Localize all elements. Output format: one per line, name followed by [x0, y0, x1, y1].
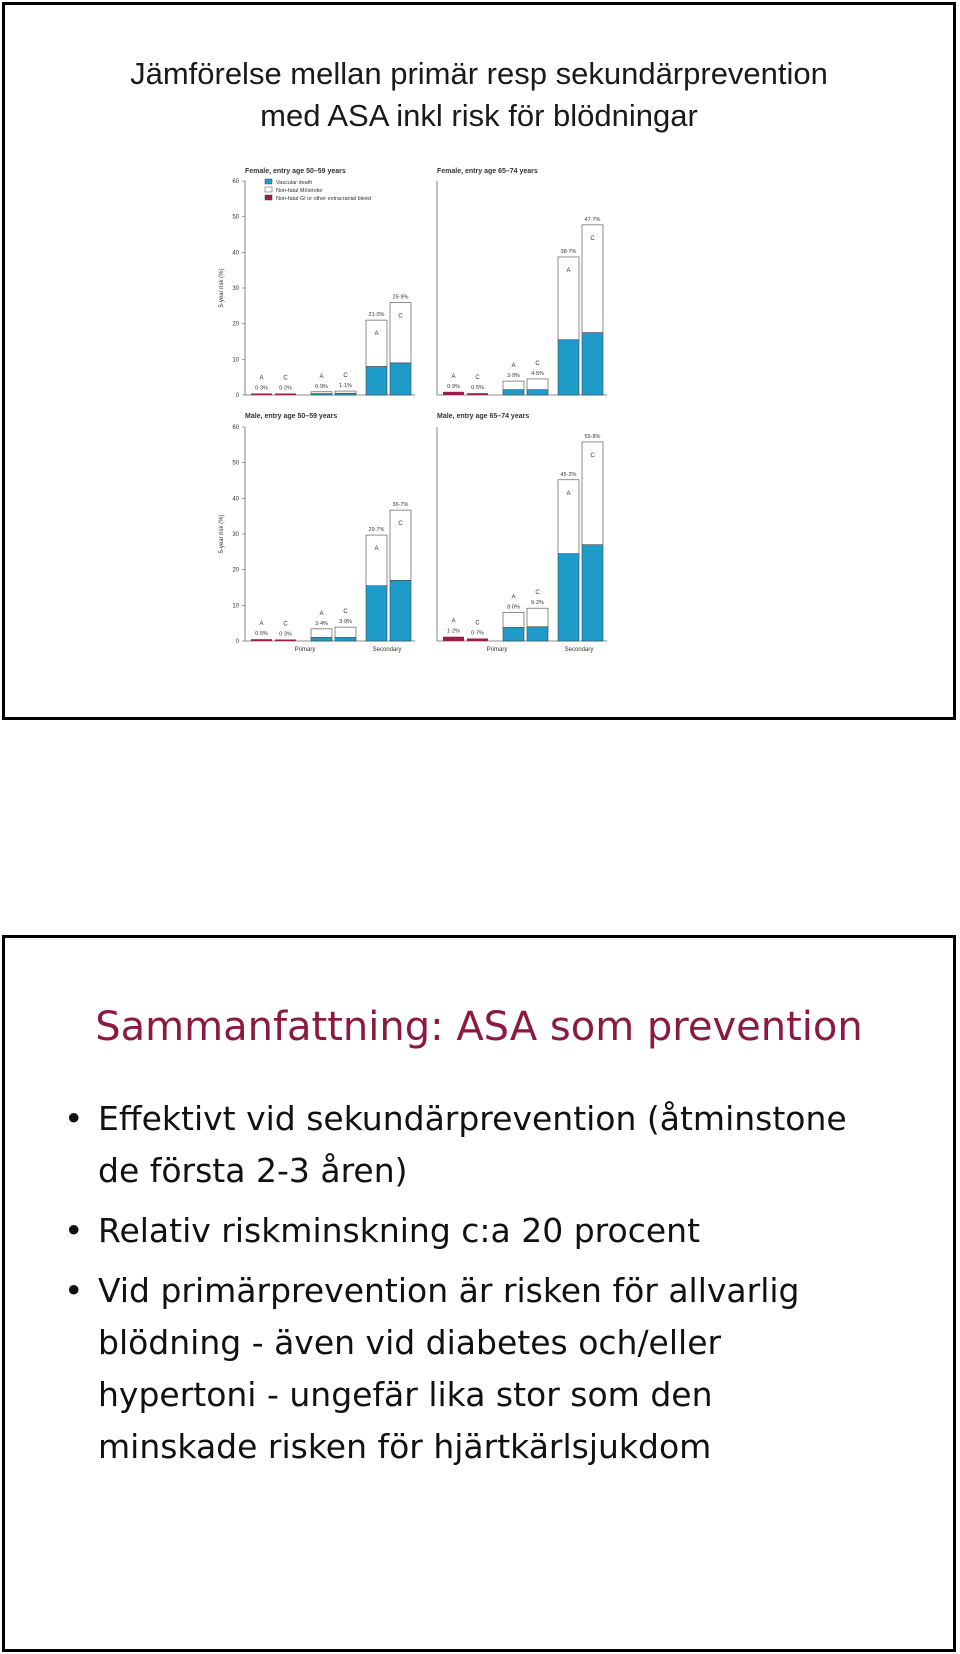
y-tick-label: 60 — [232, 425, 239, 431]
legend-label: Non-fatal GI or other extracranial bleed — [276, 196, 372, 202]
bar-letter-label: A — [451, 618, 456, 625]
bar-letter-label: C — [590, 235, 595, 242]
bar-total-label: 29·7% — [368, 527, 385, 534]
y-tick-label: 50 — [232, 214, 239, 221]
bar-segment-vascular — [366, 586, 387, 641]
bar-letter-label: A — [319, 610, 324, 617]
legend-label: Non-fatal MI/stroke — [276, 188, 323, 194]
bar-segment-mi — [390, 303, 411, 363]
bar-letter-label: A — [566, 490, 571, 497]
bar-total-label: 9·2% — [531, 600, 544, 607]
bar-segment-mi — [527, 608, 548, 627]
summary-title: Sammanfattning: ASA som prevention — [95, 1004, 863, 1050]
bar-segment-vascular — [558, 554, 579, 641]
panel-title: Female, entry age 65–74 years — [437, 168, 538, 175]
bar-letter-label: C — [535, 360, 540, 367]
bar-letter-label: A — [319, 373, 324, 380]
bar-segment-mi — [366, 535, 387, 586]
bar-total-label: 0·3% — [279, 631, 292, 638]
y-axis-label: 5-year risk (%) — [219, 514, 225, 554]
bar-segment-bleed — [275, 640, 296, 642]
bar-letter-label: A — [374, 331, 379, 338]
bar-letter-label: C — [398, 521, 403, 528]
bar-total-label: 36·7% — [392, 502, 409, 509]
legend-swatch — [265, 195, 272, 200]
bar-total-label: 0·9% — [315, 383, 328, 390]
bar-letter-label: C — [343, 609, 348, 616]
bar-total-label: 1·1% — [339, 383, 352, 390]
bar-segment-bleed — [467, 639, 488, 641]
y-tick-label: 50 — [232, 460, 239, 467]
bullet-line: blödning - även vid diabetes och/eller — [98, 1323, 722, 1362]
bar-segment-vascular — [335, 637, 356, 641]
bar-letter-label: C — [590, 452, 595, 459]
y-tick-label: 20 — [232, 321, 239, 328]
bar-total-label: 0·5% — [471, 385, 484, 392]
bar-letter-label: A — [259, 375, 264, 382]
bar-segment-vascular — [527, 390, 548, 395]
bullet-item — [60, 1205, 940, 1257]
bar-total-label: 3·9% — [507, 373, 520, 380]
slide-title-line: med ASA inkl risk för blödningar — [260, 98, 698, 133]
bar-segment-vascular — [390, 363, 411, 395]
bar-letter-label: C — [475, 620, 480, 627]
bar-total-label: 0·5% — [255, 631, 268, 638]
x-group-label: Secondary — [372, 647, 402, 653]
bar-letter-label: C — [535, 590, 540, 597]
bar-total-label: 47·7% — [584, 216, 601, 223]
bullet-line: Effektivt vid sekundärprevention (åtminstone — [98, 1099, 847, 1138]
bar-letter-label: A — [511, 594, 516, 601]
bar-total-label: 55·8% — [584, 433, 601, 440]
bar-segment-vascular — [527, 627, 548, 641]
bullet-icon: • — [64, 1099, 84, 1138]
y-tick-label: 60 — [232, 179, 239, 185]
bar-segment-mi — [335, 391, 356, 393]
bullet-icon: • — [64, 1211, 84, 1250]
bar-total-label: 4·5% — [531, 370, 544, 377]
bar-letter-label: A — [566, 267, 571, 274]
bullet-line: Relativ riskminskning c:a 20 procent — [98, 1211, 701, 1250]
bar-segment-mi — [366, 320, 387, 366]
bullet-line: hypertoni - ungefär lika stor som den — [98, 1375, 713, 1414]
bar-total-label: 0·3% — [255, 385, 268, 392]
bar-letter-label: C — [283, 375, 288, 382]
legend-label: Vascular death — [276, 180, 313, 186]
y-tick-label: 40 — [232, 496, 239, 503]
bar-total-label: 25·9% — [392, 294, 409, 301]
panel-title: Female, entry age 50–59 years — [245, 168, 346, 175]
slide-title — [5, 53, 953, 137]
bar-segment-bleed — [443, 392, 464, 395]
y-tick-label: 40 — [232, 250, 239, 257]
y-tick-label: 10 — [232, 603, 239, 610]
bullet-icon: • — [64, 1271, 84, 1310]
bullet-line: Vid primärprevention är risken för allvarlig — [98, 1271, 800, 1310]
bar-total-label: 0·2% — [279, 385, 292, 392]
bar-segment-mi — [311, 392, 332, 394]
bar-segment-mi — [527, 379, 548, 390]
bar-total-label: 0·7% — [471, 630, 484, 637]
bar-segment-bleed — [275, 394, 296, 396]
panel-title: Male, entry age 50–59 years — [245, 413, 338, 420]
bar-total-label: 38·7% — [560, 248, 577, 255]
slide-title-line: Jämförelse mellan primär resp sekundärprevention — [130, 56, 828, 91]
bar-segment-mi — [311, 629, 332, 638]
bullet-item — [60, 1265, 940, 1473]
bar-total-label: 3·9% — [339, 619, 352, 626]
bar-total-label: 1·2% — [447, 628, 460, 635]
bar-letter-label: C — [343, 373, 348, 380]
bar-segment-mi — [335, 627, 356, 637]
bar-segment-vascular — [558, 340, 579, 395]
bar-segment-vascular — [390, 580, 411, 641]
bar-letter-label: C — [283, 621, 288, 628]
bar-segment-bleed — [467, 393, 488, 395]
y-tick-label: 20 — [232, 567, 239, 574]
bar-segment-vascular — [366, 366, 387, 395]
bar-segment-mi — [503, 612, 524, 627]
chart-svg — [219, 165, 655, 695]
bar-segment-bleed — [251, 394, 272, 396]
bar-total-label: 8·0% — [507, 604, 520, 611]
bar-segment-mi — [503, 381, 524, 390]
y-tick-label: 30 — [232, 286, 239, 292]
bar-letter-label: A — [259, 621, 264, 628]
legend-swatch — [265, 187, 272, 192]
bar-total-label: 21·0% — [368, 312, 385, 319]
bar-segment-vascular — [503, 627, 524, 641]
risk-bar-chart — [219, 165, 655, 695]
bar-segment-vascular — [582, 333, 603, 395]
bar-letter-label: A — [511, 363, 516, 370]
bullet-item — [60, 1093, 940, 1197]
bar-letter-label: C — [475, 375, 480, 382]
summary-bullet-list — [60, 1093, 940, 1481]
bar-total-label: 3·4% — [315, 620, 328, 627]
bar-letter-label: A — [374, 546, 379, 553]
bar-letter-label: A — [451, 373, 456, 380]
bar-total-label: 0·9% — [447, 383, 460, 390]
bullet-line: de första 2-3 åren) — [98, 1151, 408, 1190]
legend-swatch — [265, 179, 272, 184]
x-group-label: Primary — [294, 647, 316, 653]
y-tick-label: 0 — [235, 639, 239, 645]
y-tick-label: 30 — [232, 532, 239, 538]
slide-summary — [2, 935, 956, 1652]
x-group-label: Secondary — [564, 647, 594, 653]
x-group-label: Primary — [486, 647, 508, 653]
slide-comparison — [2, 2, 956, 720]
bar-segment-vascular — [503, 390, 524, 395]
bar-total-label: 45·2% — [560, 471, 577, 478]
y-tick-label: 0 — [235, 393, 239, 399]
bar-segment-vascular — [582, 545, 603, 641]
bullet-line: minskade risken för hjärtkärlsjukdom — [98, 1427, 712, 1466]
bar-segment-bleed — [251, 639, 272, 641]
panel-title: Male, entry age 65–74 years — [437, 413, 530, 420]
y-tick-label: 10 — [232, 357, 239, 364]
bar-segment-bleed — [443, 637, 464, 641]
bar-letter-label: C — [398, 313, 403, 320]
y-axis-label: 5-year risk (%) — [219, 268, 225, 308]
bar-segment-vascular — [311, 637, 332, 641]
